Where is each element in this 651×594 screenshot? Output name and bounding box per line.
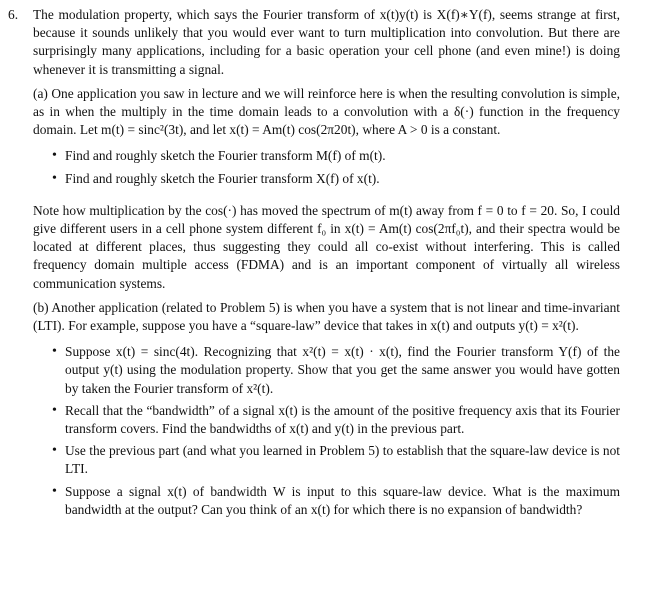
list-item: • Recall that the “bandwidth” of a signal x(t) is the amount of the positive frequency axis that its Fourier transform covers. Find the bandwidths of x(t) and y(t) in the previous part.	[65, 402, 620, 438]
list-item: • Suppose a signal x(t) of bandwidth W is input to this square-law device. What is the maximum bandwidth at the output? Can you think of an x(t) for which there is no expansion of bandwidth?	[65, 483, 620, 519]
problem-intro: The modulation property, which says the Fourier transform of x(t)y(t) is X(f)∗Y(f), seems strange at first, because it sounds unlikely that you would ever want to turn multiplication into convolution. But there are surprisingly many applications, including for a basic operation your cell phone (and even mine!) is doing whenever it is transmitting a signal.	[33, 7, 620, 77]
part-b-text: (b) Another application (related to Problem 5) is when you have a system that is not linear and time-invariant (LTI). For example, suppose you have a “square-law” device that takes in x(t) and outputs y(t) = x²(t).	[33, 299, 620, 334]
list-item: • Suppose x(t) = sinc(4t). Recognizing that x²(t) = x(t) · x(t), find the Fourier transform Y(f) of the output y(t) using the modulation property. Show that you get the same answer you would have gotten by taken the Fourier transform of x²(t).	[65, 343, 620, 398]
part-a-text: (a) One application you saw in lecture and we will reinforce here is when the resulting convolution is simple, as in when the multiply in the time domain leads to a convolution with a δ(·) function in the frequency domain. Let m(t) = sinc²(3t), and let x(t) = Am(t) cos(2π20t), where A > 0 is a constant.	[33, 85, 620, 138]
part-a-list	[33, 147, 620, 187]
list-item: • Find and roughly sketch the Fourier transform M(f) of m(t).	[65, 147, 620, 165]
problem-number: 6.	[8, 7, 19, 22]
list-item: • Find and roughly sketch the Fourier transform X(f) of x(t).	[65, 170, 620, 188]
fdma-note: Note how multiplication by the cos(·) has moved the spectrum of m(t) away from f = 0 to f = 20. So, I could give different users in a cell phone system different f₀ in x(t) = Am(t) cos(2πf₀t), and their spectra would be located at different places, thus suggesting they could all co-exist without interfering. This is called frequency domain multiple access (FDMA) and is an important component of virtually all wireless communication systems.	[33, 202, 620, 291]
problem-6	[0, 6, 651, 519]
document-page	[0, 6, 651, 523]
list-item: • Use the previous part (and what you learned in Problem 5) to establish that the square-law device is not LTI.	[65, 442, 620, 478]
part-b-list	[33, 343, 620, 519]
